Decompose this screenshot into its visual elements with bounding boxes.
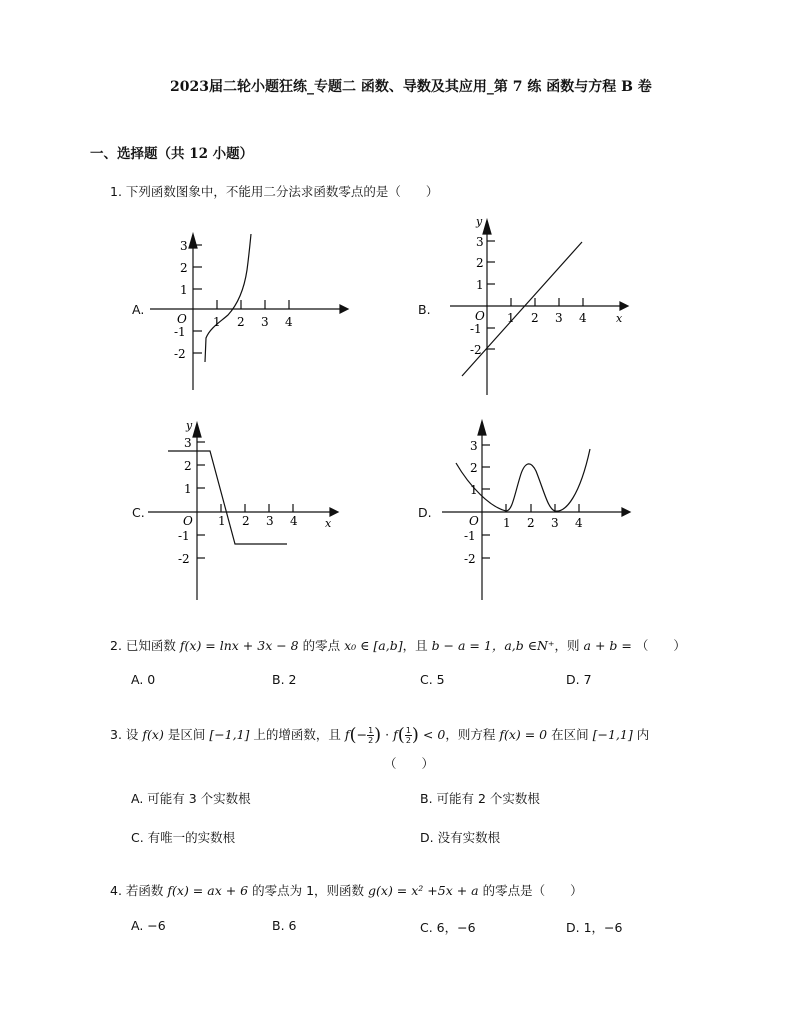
graph-a-ytick: -2	[174, 347, 186, 361]
graph-c-ytick: 1	[184, 482, 192, 496]
q4-option-d[interactable]: D. 1，−6	[566, 920, 623, 935]
q2-zero-interval: x₀ ∈ [a,b]	[344, 638, 403, 653]
graph-b-origin: O	[475, 309, 485, 323]
q2-part: 2. 已知函数	[110, 638, 176, 653]
graph-a-xtick: 1	[213, 315, 221, 329]
graph-a-xtick: 2	[237, 315, 245, 329]
graph-c-xtick: 4	[290, 514, 298, 528]
q2-option-a[interactable]: A. 0	[131, 672, 156, 687]
graph-a-xtick: 4	[285, 315, 293, 329]
graph-a-origin: O	[177, 312, 187, 326]
q3-equation: f(x) = 0	[499, 727, 548, 742]
q3-frac-den: 2	[405, 736, 411, 745]
graph-c-xlabel: x	[325, 517, 332, 530]
graph-d-ytick: 3	[470, 439, 478, 453]
option-b-label: B.	[418, 302, 431, 317]
q3-minus: −	[356, 727, 368, 742]
q2-ask: a + b =	[583, 638, 632, 653]
question-3-text: 3. 设 f(x) 是区间 [−1,1] 上的增函数，且 f(− $\frac{1}{2}$ ) · f( $\frac{1}{2}$ ) < 0，则方程 f(x) = 0 在区间 [−1,1] 内	[110, 724, 650, 746]
q4-part: 4. 若函数	[110, 883, 164, 898]
graph-a-xtick: 3	[261, 315, 269, 329]
q3-frac-den: 2	[368, 736, 374, 745]
q4-option-b[interactable]: B. 6	[272, 918, 297, 933]
graph-a-ytick: 1	[180, 283, 188, 297]
q3-part: 是区间	[167, 727, 206, 742]
graph-c-xtick: 3	[266, 514, 274, 528]
graph-b-xtick: 4	[579, 311, 587, 325]
graph-d-xtick: 3	[551, 516, 559, 530]
q2-part: （ ）	[635, 638, 686, 653]
graph-a-curve	[205, 234, 251, 362]
graph-b	[440, 210, 640, 400]
q2-option-c[interactable]: C. 5	[420, 672, 445, 687]
graph-d-origin: O	[469, 514, 479, 528]
q2-condition: b − a = 1，a,b ∈N⁺	[431, 638, 555, 653]
q2-part: 的零点	[302, 638, 341, 653]
q3-part: 在区间	[551, 727, 589, 742]
graph-d-ytick: -1	[464, 529, 476, 543]
graph-b-xtick: 1	[507, 311, 515, 325]
graph-d-xtick: 4	[575, 516, 583, 530]
q3-fraction-right	[405, 726, 412, 745]
question-2-text	[110, 636, 686, 654]
q3-function: f(x)	[142, 727, 164, 742]
graph-b-ytick: 2	[476, 256, 484, 270]
graph-b-ylabel: y	[476, 215, 483, 228]
question-4-text	[110, 881, 583, 899]
q2-function: f(x) = lnx + 3x − 8	[179, 638, 299, 653]
graph-b-xtick: 2	[531, 311, 539, 325]
question-1-text: 1. 下列函数图象中，不能用二分法求函数零点的是（ ）	[110, 184, 439, 199]
q3-f-left: f	[344, 727, 350, 742]
graph-d-curve	[456, 449, 590, 511]
q2-part: ，且	[402, 638, 428, 653]
q4-function-f: f(x) = ax + 6	[167, 883, 249, 898]
section-heading: 一、选择题（共 12 小题）	[90, 146, 254, 162]
q2-option-b[interactable]: B. 2	[272, 672, 297, 687]
graph-b-ytick: -2	[470, 343, 482, 357]
graph-b-ytick: 3	[476, 235, 484, 249]
graph-a-ytick: 2	[180, 261, 188, 275]
q4-part: 的零点为 1，则函数	[252, 883, 365, 898]
q3-frac-num: 1	[405, 726, 411, 735]
graph-d-ytick: 1	[470, 483, 478, 497]
graph-d	[440, 415, 640, 605]
option-d-label: D.	[418, 505, 432, 520]
graph-b-xlabel: x	[616, 312, 623, 325]
graph-b-xtick: 3	[555, 311, 563, 325]
q3-option-b[interactable]: B. 可能有 2 个实数根	[420, 791, 540, 806]
q3-part: 上的增函数，且	[253, 727, 341, 742]
graph-c-xtick: 2	[242, 514, 250, 528]
graph-b-ytick: 1	[476, 278, 484, 292]
option-a-label: A.	[132, 302, 145, 317]
page-title: 2023届二轮小题狂练_专题二 函数、导数及其应用_第 7 练 函数与方程 B 卷	[170, 79, 652, 95]
graph-a	[140, 220, 360, 400]
graph-c-ylabel: y	[186, 419, 193, 432]
graph-d-xtick: 1	[503, 516, 511, 530]
q4-function-g: g(x) = x² +5x + a	[368, 883, 479, 898]
q4-option-c[interactable]: C. 6，−6	[420, 920, 476, 935]
graph-b-ytick: -1	[470, 322, 482, 336]
q3-interval-2: [−1,1]	[592, 727, 633, 742]
graph-c	[140, 415, 350, 605]
q3-answer-paren: （ ）	[384, 756, 435, 771]
q4-part: 的零点是（ ）	[482, 883, 583, 898]
graph-c-origin: O	[183, 514, 193, 528]
graph-a-ytick: -1	[174, 325, 186, 339]
graph-c-xtick: 1	[218, 514, 226, 528]
graph-d-ytick: -2	[464, 552, 476, 566]
q3-interval: [−1,1]	[209, 727, 250, 742]
option-c-label: C.	[132, 505, 145, 520]
q3-option-c[interactable]: C. 有唯一的实数根	[131, 830, 236, 845]
q3-frac-num: 1	[368, 726, 374, 735]
graph-c-ytick: 3	[184, 436, 192, 450]
graph-d-xtick: 2	[527, 516, 535, 530]
graph-c-ytick: -1	[178, 529, 190, 543]
q2-option-d[interactable]: D. 7	[566, 672, 592, 687]
q3-option-d[interactable]: D. 没有实数根	[420, 830, 501, 845]
q3-part: 内	[636, 727, 650, 742]
q3-part: ，则方程	[445, 727, 496, 742]
graph-d-ytick: 2	[470, 461, 478, 475]
q2-part: ，则	[554, 638, 580, 653]
q4-option-a[interactable]: A. −6	[131, 918, 166, 933]
graph-c-ytick: 2	[184, 459, 192, 473]
q3-f-right: f	[393, 727, 398, 742]
q3-dot: ·	[385, 727, 390, 742]
graph-a-ytick: 3	[180, 239, 188, 253]
q3-option-a[interactable]: A. 可能有 3 个实数根	[131, 791, 251, 806]
q3-inequality: < 0	[422, 727, 446, 742]
graph-c-ytick: -2	[178, 552, 190, 566]
q3-part: 3. 设	[110, 727, 139, 742]
